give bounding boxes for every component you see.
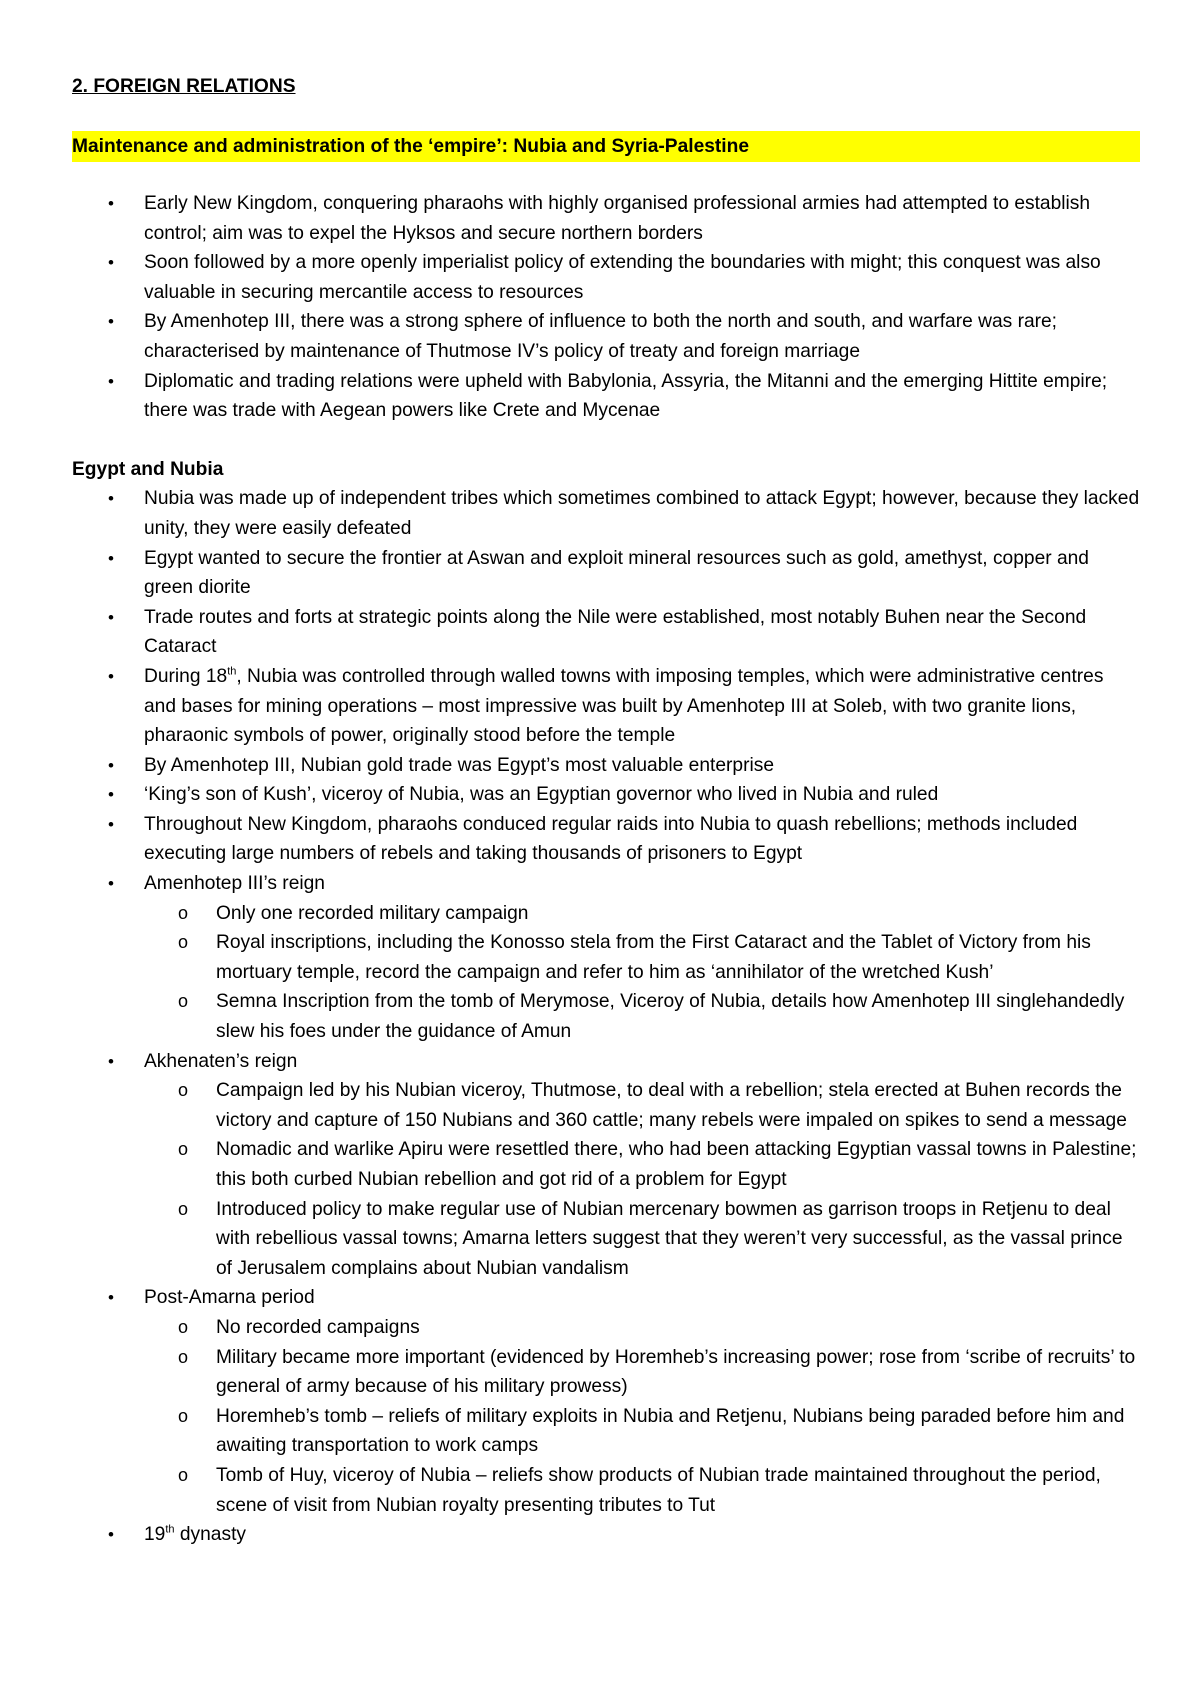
page-title: 2. FOREIGN RELATIONS (72, 76, 296, 97)
sub-list-item: o Nomadic and warlike Apiru were resettled there, who had been attacking Egyptian vassal towns in Palestine; this both curbed Nubian rebellion and got rid of a problem for Egypt (144, 1135, 1140, 1194)
sub-list-item: o Campaign led by his Nubian viceroy, Thutmose, to deal with a rebellion; stela erected at Buhen records the victory and capture of 150 Nubians and 360 cattle; many rebels were impaled on spikes to send a message (144, 1076, 1140, 1135)
bullet-icon: • (108, 371, 114, 391)
section-heading-text: Maintenance and administration of the ‘empire’: Nubia and Syria-Palestine (72, 136, 750, 157)
list-item: • Early New Kingdom, conquering pharaohs with highly organised professional armies had attempted to establish control; aim was to expel the Hyksos and secure northern borders (72, 189, 1140, 248)
sub-list-item: o Only one recorded military campaign (144, 899, 1140, 929)
sub-bullet-icon: o (178, 1139, 189, 1160)
bullet-icon: • (108, 1288, 114, 1308)
sub-bullet-icon: o (178, 902, 189, 923)
sub-list-item: o No recorded campaigns (144, 1313, 1140, 1343)
list-item: • Diplomatic and trading relations were upheld with Babylonia, Assyria, the Mitanni and the emerging Hittite empire; there was trade with Aegean powers like Crete and Mycenae (72, 367, 1140, 426)
sub-bullet-icon: o (178, 1080, 189, 1101)
bullet-icon: • (108, 253, 114, 273)
sub-list-item: o Royal inscriptions, including the Konosso stela from the First Cataract and the Tablet of Victory from his mortuary temple, record the campaign and refer to him as ‘annihilator of the wretched Kush’ (144, 928, 1140, 987)
sub-bullet-icon: o (178, 1346, 189, 1367)
list-item: • During 18th, Nubia was controlled through walled towns with imposing temples, which were administrative centres and bases for mining operations – most impressive was built by Amenhotep III at Soleb, with two granite lions, pharaonic symbols of power, originally stood before the temple (72, 662, 1140, 751)
list-item: • Nubia was made up of independent tribes which sometimes combined to attack Egypt; however, because they lacked unity, they were easily defeated (72, 484, 1140, 543)
intro-list (72, 189, 1140, 426)
list-item: • Trade routes and forts at strategic points along the Nile were established, most notably Buhen near the Second Cataract (72, 603, 1140, 662)
sub-list (144, 1076, 1140, 1283)
document-page (72, 72, 1140, 1550)
egypt-nubia-heading: Egypt and Nubia (72, 458, 224, 480)
sub-bullet-icon: o (178, 1198, 189, 1219)
list-item: • Egypt wanted to secure the frontier at Aswan and exploit mineral resources such as gold, amethyst, copper and green diorite (72, 544, 1140, 603)
nubia-list (72, 484, 1140, 1549)
sub-bullet-icon: o (178, 991, 189, 1012)
bullet-icon: • (108, 607, 114, 627)
list-item-19th-dynasty: • 19th dynasty (72, 1520, 1140, 1550)
bullet-icon: • (108, 548, 114, 568)
sub-list-item: o Horemheb’s tomb – reliefs of military exploits in Nubia and Retjenu, Nubians being paraded before him and awaiting transportation to work camps (144, 1402, 1140, 1461)
list-item-amenhotep: • Amenhotep III’s reign o Only one recorded military campaign o Royal inscriptions, including the Konosso stela from the First Cataract and the Tablet of Victory from his mortuary temple, record the campaign and refer to him as ‘annihilator of the wretched Kush’ o Semna Inscription from the tomb of Merymose, Viceroy of Nubia, details how Amenhotep III singlehandedly slew his foes under the guidance of Amun (72, 869, 1140, 1047)
bullet-icon: • (108, 755, 114, 775)
bullet-icon: • (108, 1525, 114, 1545)
section-heading-highlighted (72, 131, 1140, 162)
sub-list (144, 899, 1140, 1047)
sub-list (144, 1313, 1140, 1520)
sub-bullet-icon: o (178, 1405, 189, 1426)
sub-list-item: o Semna Inscription from the tomb of Merymose, Viceroy of Nubia, details how Amenhotep III singlehandedly slew his foes under the guidance of Amun (144, 987, 1140, 1046)
list-item: • By Amenhotep III, Nubian gold trade was Egypt’s most valuable enterprise (72, 751, 1140, 781)
list-item: • By Amenhotep III, there was a strong sphere of influence to both the north and south, and warfare was rare; characterised by maintenance of Thutmose IV’s policy of treaty and foreign marriage (72, 307, 1140, 366)
list-item: • Soon followed by a more openly imperialist policy of extending the boundaries with might; this conquest was also valuable in securing mercantile access to resources (72, 248, 1140, 307)
sub-bullet-icon: o (178, 932, 189, 953)
list-item: • ‘King’s son of Kush’, viceroy of Nubia, was an Egyptian governor who lived in Nubia and ruled (72, 780, 1140, 810)
bullet-icon: • (108, 666, 114, 686)
list-item: • Throughout New Kingdom, pharaohs conduced regular raids into Nubia to quash rebellions; methods included executing large numbers of rebels and taking thousands of prisoners to Egypt (72, 810, 1140, 869)
sub-list-item: o Introduced policy to make regular use of Nubian mercenary bowmen as garrison troops in Retjenu to deal with rebellious vassal towns; Amarna letters suggest that they weren’t very successful, as the vassal prince of Jerusalem complains about Nubian vandalism (144, 1195, 1140, 1284)
bullet-icon: • (108, 312, 114, 332)
sub-list-item: o Tomb of Huy, viceroy of Nubia – reliefs show products of Nubian trade maintained throughout the period, scene of visit from Nubian royalty presenting tributes to Tut (144, 1461, 1140, 1520)
sub-list-item: o Military became more important (evidenced by Horemheb’s increasing power; rose from ‘scribe of recruits’ to general of army because of his military prowess) (144, 1343, 1140, 1402)
bullet-icon: • (108, 194, 114, 213)
list-item-post-amarna: • Post-Amarna period o No recorded campaigns o Military became more important (evidenced by Horemheb’s increasing power; rose from ‘scribe of recruits’ to general of army because of his military prowess) o Horemheb’s tomb – reliefs of military exploits in Nubia and Retjenu, Nubians being paraded before him and awaiting transportation to work camps o Tomb of Huy, viceroy of Nubia – reliefs show products of Nubian trade maintained throughout the period, scene of visit from Nubian royalty presenting tributes to Tut (72, 1283, 1140, 1520)
bullet-icon: • (108, 874, 114, 894)
bullet-icon: • (108, 1051, 114, 1071)
sub-bullet-icon: o (178, 1316, 189, 1337)
sub-bullet-icon: o (178, 1464, 189, 1485)
bullet-icon: • (108, 814, 114, 834)
list-item-akhenaten: • Akhenaten’s reign o Campaign led by his Nubian viceroy, Thutmose, to deal with a rebellion; stela erected at Buhen records the victory and capture of 150 Nubians and 360 cattle; many rebels were impaled on spikes to send a message o Nomadic and warlike Apiru were resettled there, who had been attacking Egyptian vassal towns in Palestine; this both curbed Nubian rebellion and got rid of a problem for Egypt o Introduced policy to make regular use of Nubian mercenary bowmen as garrison troops in Retjenu to deal with rebellious vassal towns; Amarna letters suggest that they weren’t very successful, as the vassal prince of Jerusalem complains about Nubian vandalism (72, 1047, 1140, 1284)
bullet-icon: • (108, 785, 114, 805)
bullet-icon: • (108, 489, 114, 509)
